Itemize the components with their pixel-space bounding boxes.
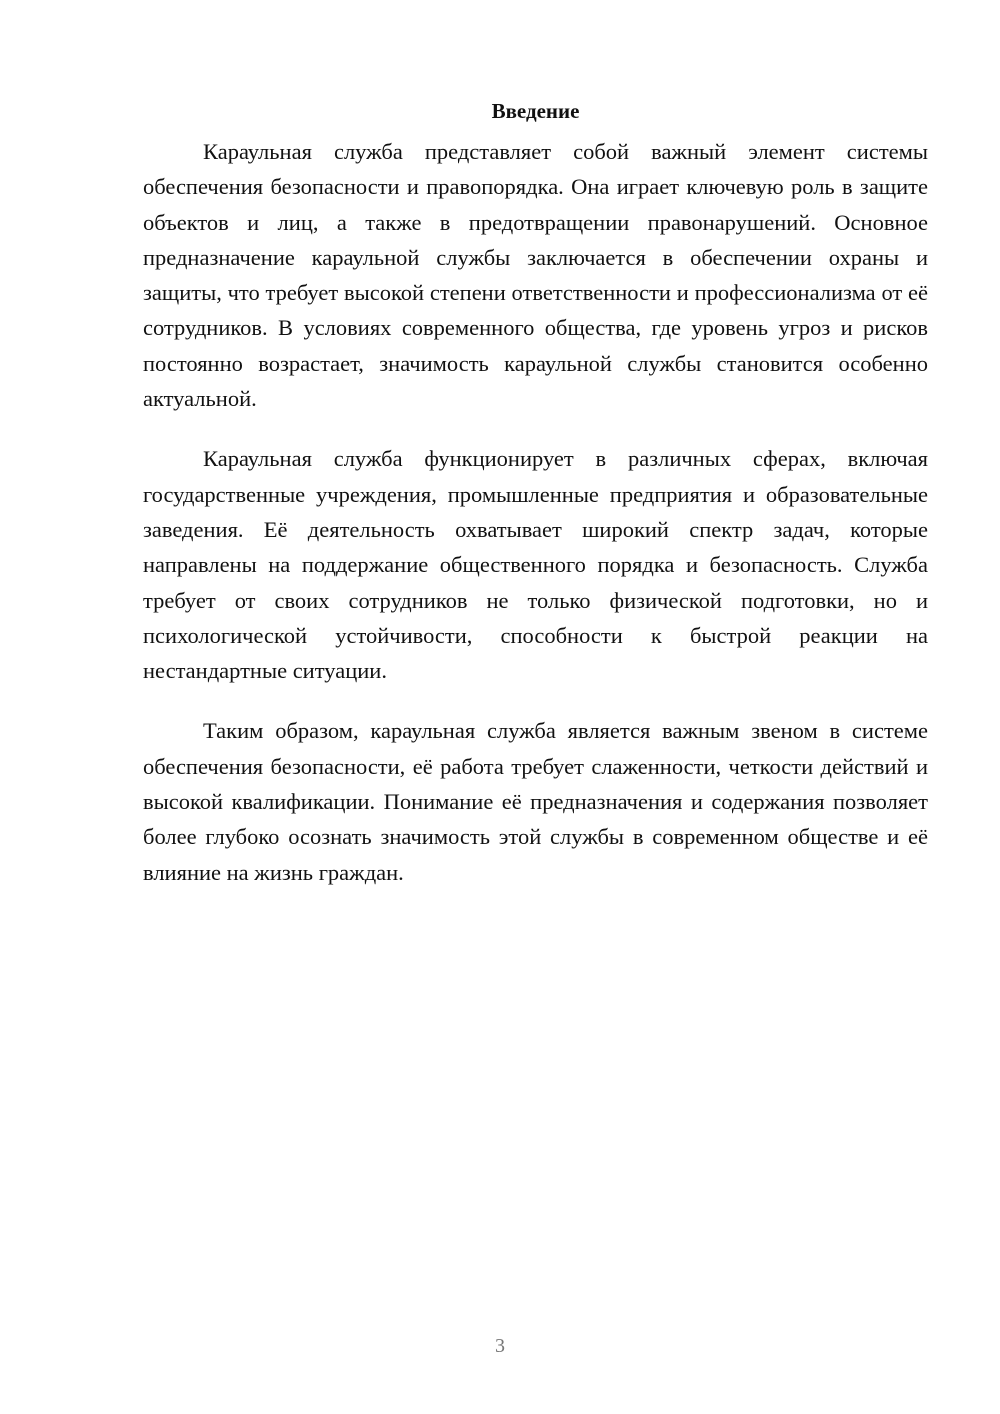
paragraph-1: Караульная служба представляет собой важный элемент системы обеспечения безопасности и правопорядка. Она играет ключевую роль в защите объектов и лиц, а также в предотвращении правонарушений. Основное предназначение караульной службы заключается в обеспечении охраны и защиты, что требует высокой степени ответственности и профессионализма от её сотрудников. В условиях современного общества, где уровень угроз и рисков постоянно возрастает, значимость караульной службы становится особенно актуальной. xyxy=(143,139,928,412)
section-title: Введение xyxy=(491,99,580,123)
paragraph-3: Таким образом, караульная служба является важным звеном в системе обеспечения безопасности, её работа требует слаженности, четкости действий и высокой квалификации. Понимание её предназначения и содержания позволяет более глубоко осознать значимость этой службы в современном обществе и её влияние на жизнь граждан. xyxy=(143,718,928,885)
page-number: 3 xyxy=(495,1335,505,1357)
paragraph-2: Караульная служба функционирует в различных сферах, включая государственные учреждения, промышленные предприятия и образовательные заведения. Её деятельность охватывает широкий спектр задач, которые направлены на поддержание общественного порядка и безопасность. Служба требует от своих сотрудников не только физической подготовки, но и психологической устойчивости, способности к быстрой реакции на нестандартные ситуации. xyxy=(143,446,928,684)
page-content xyxy=(143,96,928,915)
